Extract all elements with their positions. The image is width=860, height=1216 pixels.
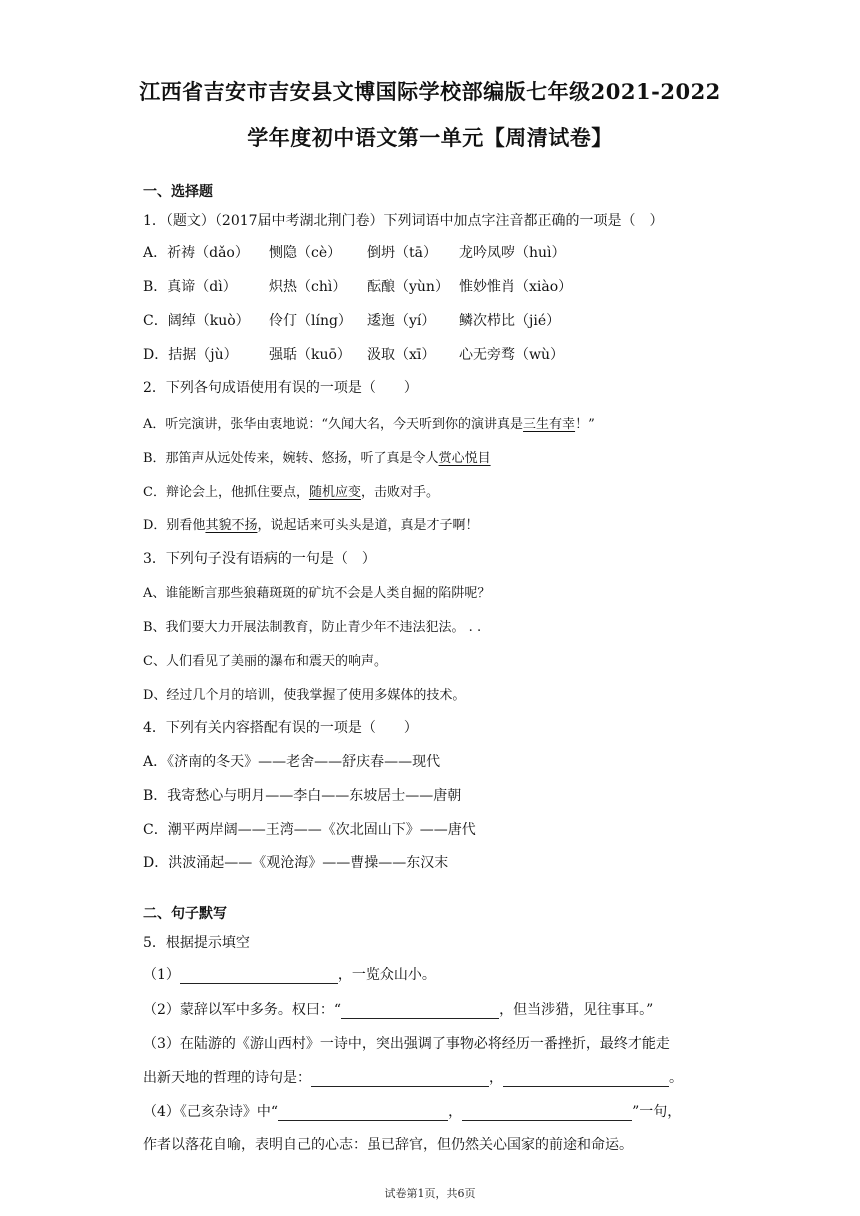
question-5-part-1 [143,964,436,984]
option-item: 心无旁骛（wù） [459,347,564,363]
question-4-option-b: B．我寄愁心与明月——李白——东坡居士——唐朝 [143,788,462,804]
option-item: 逶迤（yí） [367,313,436,329]
question-3-option-b: B、我们要大力开展法制教育，防止青少年不违法犯法。 . . [143,620,482,635]
question-5-part-3-line-1: （3）在陆游的《游山西村》一诗中，突出强调了事物必将经历一番挫折，最终才能走 [143,1036,670,1052]
option-text: C．辩论会上，他抓住要点， [143,485,309,500]
section-heading-dictation: 二、句子默写 [143,906,227,922]
question-4-option-c: C．潮平两岸阔——王湾——《次北固山下》——唐代 [143,822,476,838]
underlined-idiom: 随机应变 [308,485,361,500]
option-text: A．听完演讲，张华由衷地说：“久闻大名，今天听到你的演讲真是 [143,417,524,432]
blank-prefix: （1） [143,967,180,983]
question-1-option-d [143,344,564,364]
question-5-part-2 [143,999,653,1019]
question-2-option-a [143,413,595,432]
option-item: 倒坍（tā） [367,245,437,261]
question-1-option-b [143,276,572,296]
option-text: D．别看他 [143,518,206,533]
option-item: 炽热（chì） [269,279,347,295]
option-item: C．阔绰（kuò） [143,313,250,329]
option-item: 惟妙惟肖（xiào） [459,279,573,295]
page-title-line-2: 学年度初中语文第一单元【周清试卷】 [247,125,613,150]
question-1-stem: 1．（题文）（2017届中考湖北荆门卷）下列词语中加点字注音都正确的一项是（ ） [143,213,664,229]
question-2-option-c [143,481,439,500]
question-1-option-c [143,310,560,330]
option-text: ，说起话来可头头是道，真是才子啊！ [257,518,479,533]
fill-blank[interactable] [311,1070,489,1087]
option-item: 鳞次栉比（jié） [459,313,561,329]
blank-suffix: ”一句， [632,1104,682,1120]
option-item: 龙吟凤哕（huì） [459,245,566,261]
question-4-option-d: D．洪波涌起——《观沧海》——曹操——东汉末 [143,855,449,871]
blank-suffix: ，但当涉猎，见往事耳。” [499,1002,654,1018]
fill-blank[interactable] [341,1002,499,1019]
question-5-part-4-line-2: 作者以落花自喻，表明自己的心志：虽已辞官，但仍然关心国家的前途和命运。 [143,1137,633,1153]
question-3-option-a: A、谁能断言那些狼藉斑斑的矿坑不会是人类自掘的陷阱呢？ [143,586,491,601]
question-2-stem: 2．下列各句成语使用有误的一项是（ ） [143,380,418,396]
option-item: A．祈祷（dǎo） [143,245,249,261]
option-item: 汲取（xī） [367,347,436,363]
question-3-option-d: D、经过几个月的培训，使我掌握了使用多媒体的技术。 [143,688,466,703]
option-text: ，击败对手。 [360,485,439,500]
question-5-stem: 5．根据提示填空 [143,935,250,951]
underlined-idiom: 三生有幸 [523,417,576,432]
blank-suffix: ，一览众山小。 [337,967,436,983]
option-item: 强聒（kuō） [269,347,351,363]
blank-prefix: （4）《己亥杂诗》中“ [143,1104,279,1120]
page-title-line-1: 江西省吉安市吉安县文博国际学校部编版七年级2021-2022 [139,79,721,104]
option-item: 酝酿（yùn） [367,279,449,295]
blank-prefix: （2）蒙辞以军中多务。权曰：“ [143,1002,342,1018]
section-heading-choice: 一、选择题 [143,184,213,200]
option-item: B．真谛（dì） [143,279,237,295]
option-text: B．那笛声从远处传来，婉转、悠扬，听了真是令人 [143,451,439,466]
question-5-part-3-line-2 [143,1067,683,1087]
blank-suffix: 。 [669,1070,683,1086]
option-item: D．拮据（jù） [143,347,238,363]
fill-blank[interactable] [503,1070,669,1087]
fill-blank[interactable] [180,967,338,984]
underlined-idiom: 其貌不扬 [205,518,258,533]
page-footer: 试卷第1页，共6页 [384,1187,476,1200]
fill-blank[interactable] [278,1104,448,1121]
blank-separator: ， [448,1104,463,1120]
fill-blank[interactable] [462,1104,632,1121]
option-item: 恻隐（cè） [269,245,342,261]
question-5-part-4-line-1 [143,1101,681,1121]
question-3-option-c: C、人们看见了美丽的瀑布和震天的响声。 [143,654,387,669]
question-4-stem: 4．下列有关内容搭配有误的一项是（ ） [143,720,418,736]
question-1-option-a [143,242,566,262]
question-2-option-d [143,514,478,533]
blank-prefix: 出新天地的哲理的诗句是： [143,1070,311,1086]
question-3-stem: 3．下列句子没有语病的一句是（ ） [143,551,376,567]
blank-separator: ， [489,1070,503,1086]
option-item: 伶仃（líng） [269,313,352,329]
question-4-option-a: A．《济南的冬天》——老舍——舒庆春——现代 [143,754,441,770]
question-2-option-b [143,447,491,466]
option-text: ！” [575,417,595,432]
underlined-idiom: 赏心悦目 [438,451,491,466]
